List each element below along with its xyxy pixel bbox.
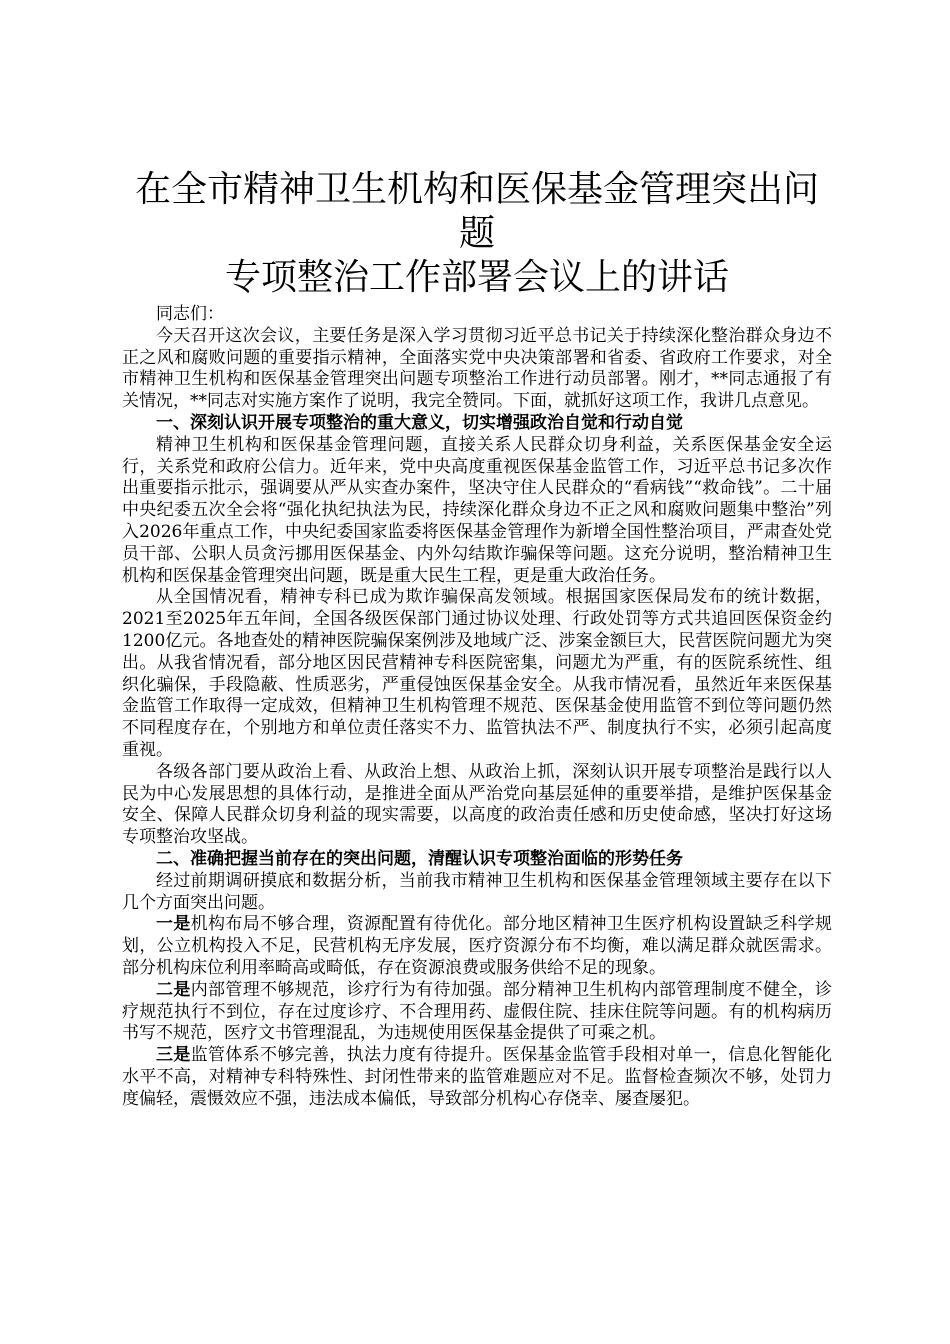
paragraph-problem-3 xyxy=(122,1045,832,1110)
document-page xyxy=(122,168,832,1110)
problem-3-text: 监管体系不够完善，执法力度有待提升。医保基金监管手段相对单一，信息化智能化水平不高，对精神专科特殊性、封闭性带来的监管难题应对不足。监督检查频次不够，处罚力度偏轻，震慑效应不强，违法成本偏低，导致部分机构心存侥幸、屡查屡犯。 xyxy=(122,1045,833,1109)
paragraph-national-situation: 从全国情况看，精神专科已成为欺诈骗保高发领域。根据国家医保局发布的统计数据，2021至2025年五年间，全国各级医保部门通过协议处理、行政处罚等方式共追回医保资金约1200亿元。各地查处的精神医院骗保案例涉及地域广泛、涉案金额巨大，民营医院问题尤为突出。从我省情况看，部分地区因民营精神专科医院密集，问题尤为严重，有的医院系统性、组织化骗保，手段隐蔽、性质恶劣，严重侵蚀医保基金安全。从我市情况看，虽然近年来医保基金监管工作取得一定成效，但精神卫生机构管理不规范、医保基金使用监管不到位等问题仍然不同程度存在，个别地方和单位责任落实不力、监管执法不严、制度执行不实，必须引起高度重视。 xyxy=(122,587,832,760)
title-line-2: 专项整治工作部署会议上的讲话 xyxy=(224,257,729,298)
paragraph-problems-intro: 经过前期调研摸底和数据分析，当前我市精神卫生机构和医保基金管理领域主要存在以下几个方面突出问题。 xyxy=(122,870,832,913)
problem-1-text: 机构布局不够合理，资源配置有待优化。部分地区精神卫生医疗机构设置缺乏科学规划，公立机构投入不足，民营机构无序发展，医疗资源分布不均衡，难以满足群众就医需求。部分机构床位利用率畸高或畸低，存在资源浪费或服务供给不足的现象。 xyxy=(122,914,833,978)
title-line-1: 在全市精神卫生机构和医保基金管理突出问题 xyxy=(134,169,819,254)
paragraph-political-awareness: 各级各部门要从政治上看、从政治上想、从政治上抓，深刻认识开展专项整治是践行以人民为中心发展思想的具体行动，是推进全面从严治党向基层延伸的重要举措，是维护医保基金安全、保障人民群众切身利益的现实需要，以高度的政治责任感和历史使命感，坚决打好这场专项整治攻坚战。 xyxy=(122,761,832,848)
problem-3-lead: 三是 xyxy=(156,1045,191,1066)
salutation: 同志们： xyxy=(156,304,224,324)
section-heading-2: 二、准确把握当前存在的突出问题，清醒认识专项整治面临的形势任务 xyxy=(156,848,683,869)
paragraph-intro: 今天召开这次会议，主要任务是深入学习贯彻习近平总书记关于持续深化整治群众身边不正之风和腐败问题的重要指示精神，全面落实党中央决策部署和省委、省政府工作要求，对全市精神卫生机构和医保基金管理突出问题专项整治工作进行动员部署。刚才，**同志通报了有关情况，**同志对实施方案作了说明，我完全赞同。下面，就抓好这项工作，我讲几点意见。 xyxy=(122,325,832,412)
problem-1-lead: 一是 xyxy=(156,914,191,935)
paragraph-problem-2 xyxy=(122,980,832,1045)
problem-2-text: 内部管理不够规范，诊疗行为有待加强。部分精神卫生机构内部管理制度不健全，诊疗规范执行不到位，存在过度诊疗、不合理用药、虚假住院、挂床住院等问题。有的机构病历书写不规范，医疗文书管理混乱，为违规使用医保基金提供了可乘之机。 xyxy=(122,979,833,1044)
section-heading-1: 一、深刻认识开展专项整治的重大意义，切实增强政治自觉和行动自觉 xyxy=(156,412,683,433)
paragraph-problem-1 xyxy=(122,914,832,979)
document-title xyxy=(122,168,832,300)
paragraph-significance: 精神卫生机构和医保基金管理问题，直接关系人民群众切身利益，关系医保基金安全运行，关系党和政府公信力。近年来，党中央高度重视医保基金监管工作，习近平总书记多次作出重要指示批示，强调要从严从实查办案件，坚决守住人民群众的“看病钱”“救命钱”。二十届中央纪委五次全会将“强化执纪执法为民，持续深化群众身边不正之风和腐败问题集中整治”列入2026年重点工作，中央纪委国家监委将医保基金管理作为新增全国性整治项目，严肃查处党员干部、公职人员贪污挪用医保基金、内外勾结欺诈骗保等问题。这充分说明，整治精神卫生机构和医保基金管理突出问题，既是重大民生工程，更是重大政治任务。 xyxy=(122,434,832,586)
problem-2-lead: 二是 xyxy=(156,979,191,1000)
